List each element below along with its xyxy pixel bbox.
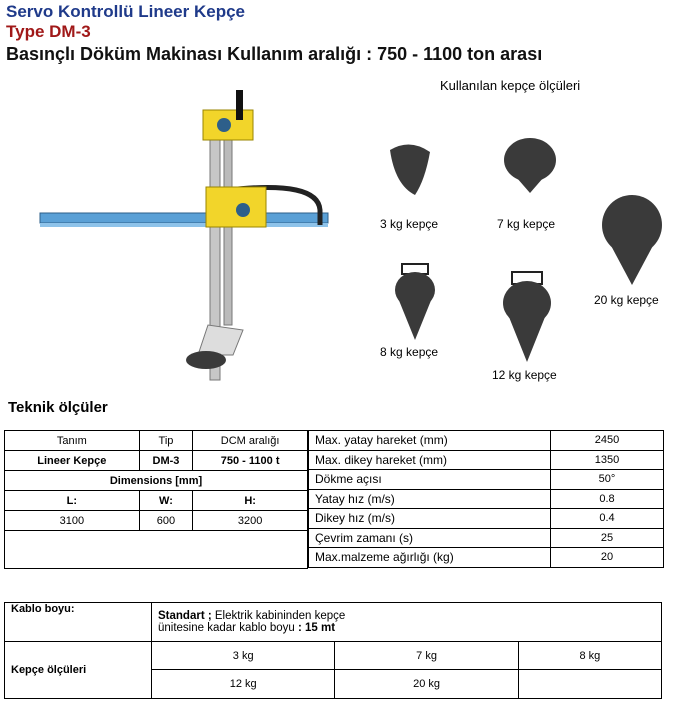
table-cell: 750 - 1100 t [193,451,308,471]
cable-description [152,603,662,642]
cable-length: : 15 mt [298,622,336,634]
ladles-title: Kullanılan kepçe ölçüleri [440,78,581,93]
type-title: Type DM-3 [6,22,91,41]
specs-table [308,430,664,568]
ladle-12kg-icon [500,270,555,365]
page-subtitle: Basınçlı Döküm Makinası Kullanım aralığı : 750 - 1100 ton arası [6,44,543,64]
spec-value: 50° [551,470,664,490]
linear-ladle-machine-image [38,85,338,385]
spec-label: Max. dikey hareket (mm) [309,450,551,470]
spec-value: 2450 [551,431,664,451]
dimensions-table [4,430,308,569]
page-title: Servo Kontrollü Lineer Kepçe [6,2,245,21]
spec-label: Max. yatay hareket (mm) [309,431,551,451]
header-cell: Tanım [5,431,140,451]
spec-value: 0.8 [551,489,664,509]
table-cell: DM-3 [139,451,193,471]
ladle-20kg-label: 20 kg kepçe [594,293,659,307]
ladle-size-cell: 8 kg [518,642,661,670]
ladle-sizes-label: Kepçe ölçüleri [5,642,152,699]
cable-line1: Elektrik kabininden kepçe [211,610,346,622]
header-cell: L: [5,491,140,511]
empty-cell [518,670,661,699]
ladle-8kg-icon [390,262,440,342]
spec-value: 1350 [551,450,664,470]
spec-label: Çevrim zamanı (s) [309,528,551,548]
cable-ladle-table [4,602,662,699]
header-cell: W: [139,491,193,511]
ladle-size-cell: 20 kg [335,670,518,699]
spec-label: Dökme açısı [309,470,551,490]
spec-value: 20 [551,548,664,568]
spec-value: 25 [551,528,664,548]
table-cell: 600 [139,511,193,531]
spec-label: Dikey hız (m/s) [309,509,551,529]
tech-title: Teknik ölçüler [8,399,108,416]
ladle-7kg-icon [500,135,560,195]
empty-cell [5,531,308,569]
cable-label: Kablo boyu: [5,603,152,642]
ladle-12kg-label: 12 kg kepçe [492,368,557,382]
ladle-8kg-label: 8 kg kepçe [380,345,439,359]
spec-value: 0.4 [551,509,664,529]
table-cell: 3200 [193,511,308,531]
header-cell: DCM aralığı [193,431,308,451]
header-cell: H: [193,491,308,511]
table-cell: 3100 [5,511,140,531]
cable-line2: ünitesine kadar kablo boyu [158,622,299,634]
ladle-size-cell: 12 kg [152,670,335,699]
table-cell: Lineer Kepçe [5,451,140,471]
ladle-20kg-icon [600,190,664,290]
cable-standard: Standart ; [158,610,212,622]
spec-label: Yatay hız (m/s) [309,489,551,509]
ladle-3kg-label: 3 kg kepçe [380,217,439,231]
ladle-7kg-label: 7 kg kepçe [497,217,556,231]
ladle-3kg-icon [385,140,435,200]
header-cell: Tip [139,431,193,451]
ladle-size-cell: 7 kg [335,642,518,670]
dimensions-label: Dimensions [mm] [5,471,308,491]
ladle-size-cell: 3 kg [152,642,335,670]
spec-label: Max.malzeme ağırlığı (kg) [309,548,551,568]
